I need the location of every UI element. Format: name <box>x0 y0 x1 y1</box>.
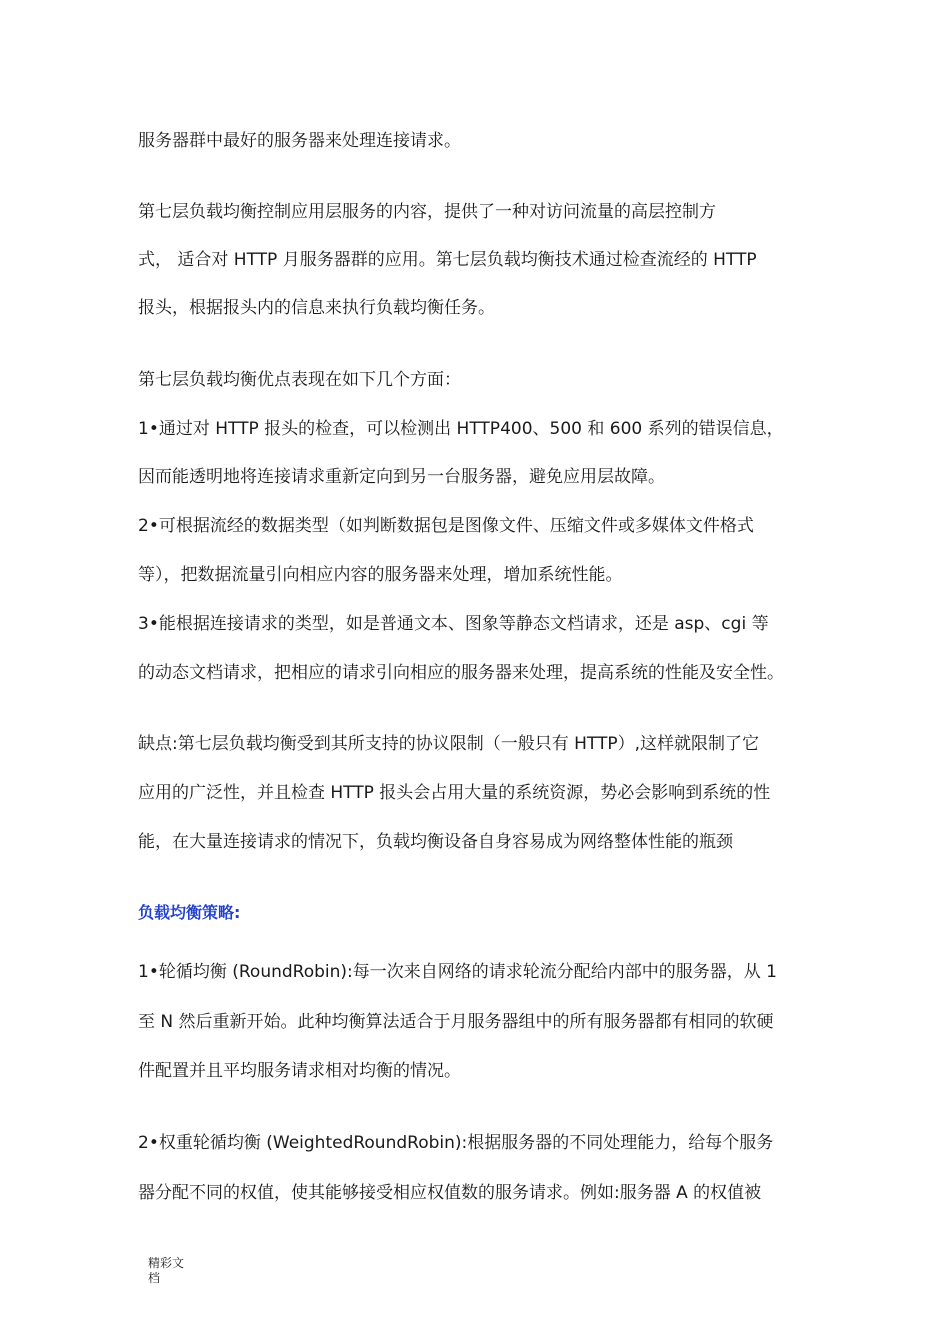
paragraph-line: 件配置并且平均服务请求相对均衡的情况。 <box>138 1061 461 1081</box>
list-item: 3•能根据连接请求的类型，如是普通文本、图象等静态文档请求，还是 asp、cgi 等 <box>138 614 769 634</box>
paragraph-line: 第七层负载均衡控制应用层服务的内容，提供了一种对访问流量的高层控制方 <box>138 202 716 222</box>
paragraph-line: 能，在大量连接请求的情况下，负载均衡设备自身容易成为网络整体性能的瓶颈 <box>138 832 733 852</box>
paragraph-line: 应用的广泛性，并且检查 HTTP 报头会占用大量的系统资源，势必会影响到系统的性 <box>138 783 771 803</box>
paragraph-line: 报头，根据报头内的信息来执行负载均衡任务。 <box>138 298 495 318</box>
paragraph-line: 式， 适合对 HTTP 月服务器群的应用。第七层负载均衡技术通过检查流经的 HTTP <box>138 250 757 270</box>
paragraph-line: 器分配不同的权值，使其能够接受相应权值数的服务请求。例如:服务器 A 的权值被 <box>138 1183 762 1203</box>
paragraph-line: 的动态文档请求，把相应的请求引向相应的服务器来处理，提高系统的性能及安全性。 <box>138 663 784 683</box>
list-item: 2•可根据流经的数据类型（如判断数据包是图像文件、压缩文件或多媒体文件格式 <box>138 516 754 536</box>
list-item: 1•通过对 HTTP 报头的检查，可以检测出 HTTP400、500 和 600 系列的错误信息， <box>138 419 784 439</box>
paragraph-line: 等），把数据流量引向相应内容的服务器来处理，增加系统性能。 <box>138 565 623 585</box>
section-heading: 负载均衡策略: <box>138 903 241 922</box>
list-item: 2•权重轮循均衡 (WeightedRoundRobin):根据服务器的不同处理能力，给每个服务 <box>138 1133 774 1153</box>
paragraph-line: 因而能透明地将连接请求重新定向到另一台服务器，避免应用层故障。 <box>138 467 665 487</box>
paragraph-line: 缺点:第七层负载均衡受到其所支持的协议限制（一般只有 HTTP）,这样就限制了它 <box>138 734 760 754</box>
paragraph-line: 第七层负载均衡优点表现在如下几个方面： <box>138 370 461 390</box>
footer-text: 档 <box>148 1271 161 1285</box>
list-item: 1•轮循均衡 (RoundRobin):每一次来自网络的请求轮流分配给内部中的服务器，从 1 <box>138 962 777 982</box>
paragraph-line: 至 N 然后重新开始。此种均衡算法适合于月服务器组中的所有服务器都有相同的软硬 <box>138 1012 774 1032</box>
footer-text: 精彩文 <box>148 1256 185 1270</box>
paragraph-line: 服务器群中最好的服务器来处理连接请求。 <box>138 131 461 151</box>
